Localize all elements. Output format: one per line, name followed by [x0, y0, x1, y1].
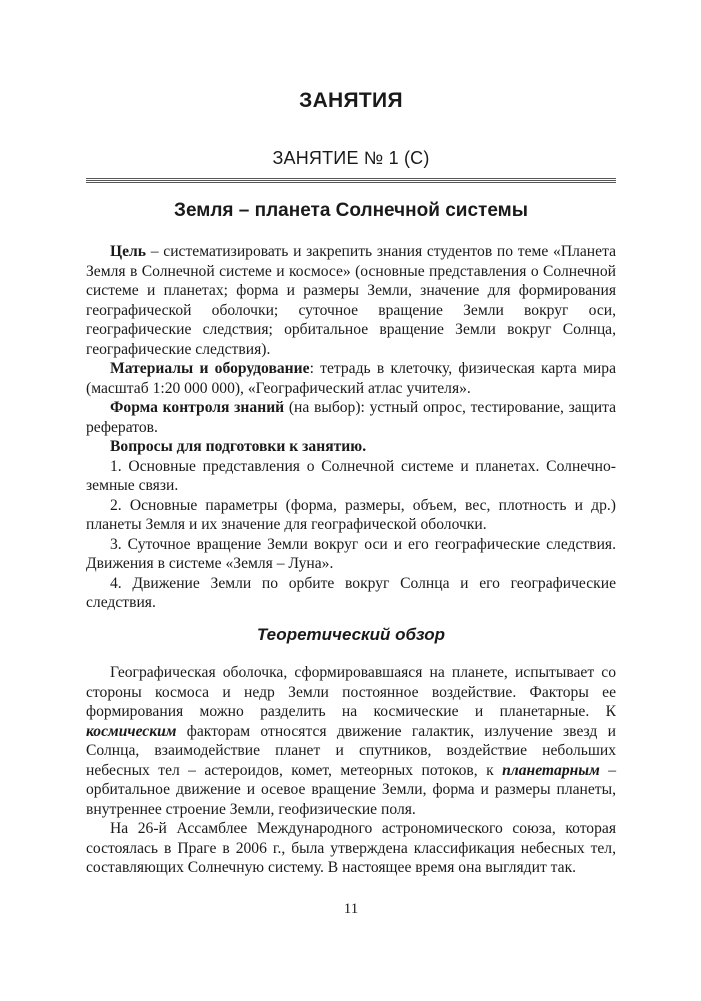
term-planetary: планетарным	[502, 761, 600, 779]
materials-label: Материалы и оборудование	[110, 360, 310, 377]
lesson-title: Земля – планета Солнечной системы	[174, 200, 528, 221]
goal-label: Цель	[110, 243, 147, 260]
questions-heading: Вопросы для подготовки к занятию.	[110, 438, 367, 455]
materials-text: : тетрадь в клеточку, физическая карта мира (масштаб 1:20 000 000), «Географический атлас учителя».	[86, 360, 616, 397]
term-cosmic: космическим	[86, 722, 177, 740]
question-item: 1. Основные представления о Солнечной системе и планетах. Солнечно-земные связи.	[86, 457, 616, 494]
theory-heading: Теоретический обзор	[256, 625, 446, 644]
lesson-heading: ЗАНЯТИЕ № 1 (С)	[272, 148, 430, 168]
control-paragraph	[86, 398, 616, 437]
goal-paragraph	[86, 242, 616, 359]
question-item: 4. Движение Земли по орбите вокруг Солнца и его географические следствия.	[86, 574, 616, 611]
theory-text	[86, 663, 616, 878]
control-label: Форма контроля знаний	[110, 399, 285, 416]
goal-text: – систематизировать и закрепить знания студентов по теме «Планета Земля в Солнечной системе и космосе» (основные представления о Солнечной системе и планетах; форма и размеры Земли, значение для формирования географической оболочки; суточное вращение Земли вокруг оси, географические следствия; орбитальное вращение Земли вокруг Солнца, географические следствия).	[86, 243, 616, 358]
section-title: ЗАНЯТИЯ	[299, 89, 403, 112]
question-item: 2. Основные параметры (форма, размеры, объем, вес, плотность и др.) планеты Земля и их значение для географической оболочки.	[86, 496, 616, 533]
divider-rule	[86, 178, 616, 183]
lesson-info	[86, 242, 616, 613]
page-number: 11	[343, 901, 359, 917]
question-item: 3. Суточное вращение Земли вокруг оси и его географические следствия. Движения в системе «Земля – Луна».	[86, 535, 616, 572]
control-text: (на выбор): устный опрос, тестирование, защита рефератов.	[86, 399, 616, 436]
materials-paragraph	[86, 359, 616, 398]
theory-paragraph: На 26-й Ассамблее Международного астрономического союза, которая состоялась в Праге в 2006 г., была утверждена классификация небесных тел, составляющих Солнечную систему. В настоящее время она выглядит так.	[86, 820, 616, 876]
theory-paragraph: Географическая оболочка, сформировавшаяся на планете, испытывает со стороны космоса и недр Земли постоянное воздействие. Факторы ее формирования можно разделить на космические и планетарные. К космическим факторам относятся движение галактик, излучение звезд и Солнца, взаимодействие планет и спутников, воздействие небольших небесных тел – астероидов, комет, метеорных потоков, к планетарным – орбитальное движение и осевое вращение Земли, форма и размеры планеты, внутреннее строение Земли, геофизические поля.	[86, 664, 617, 818]
